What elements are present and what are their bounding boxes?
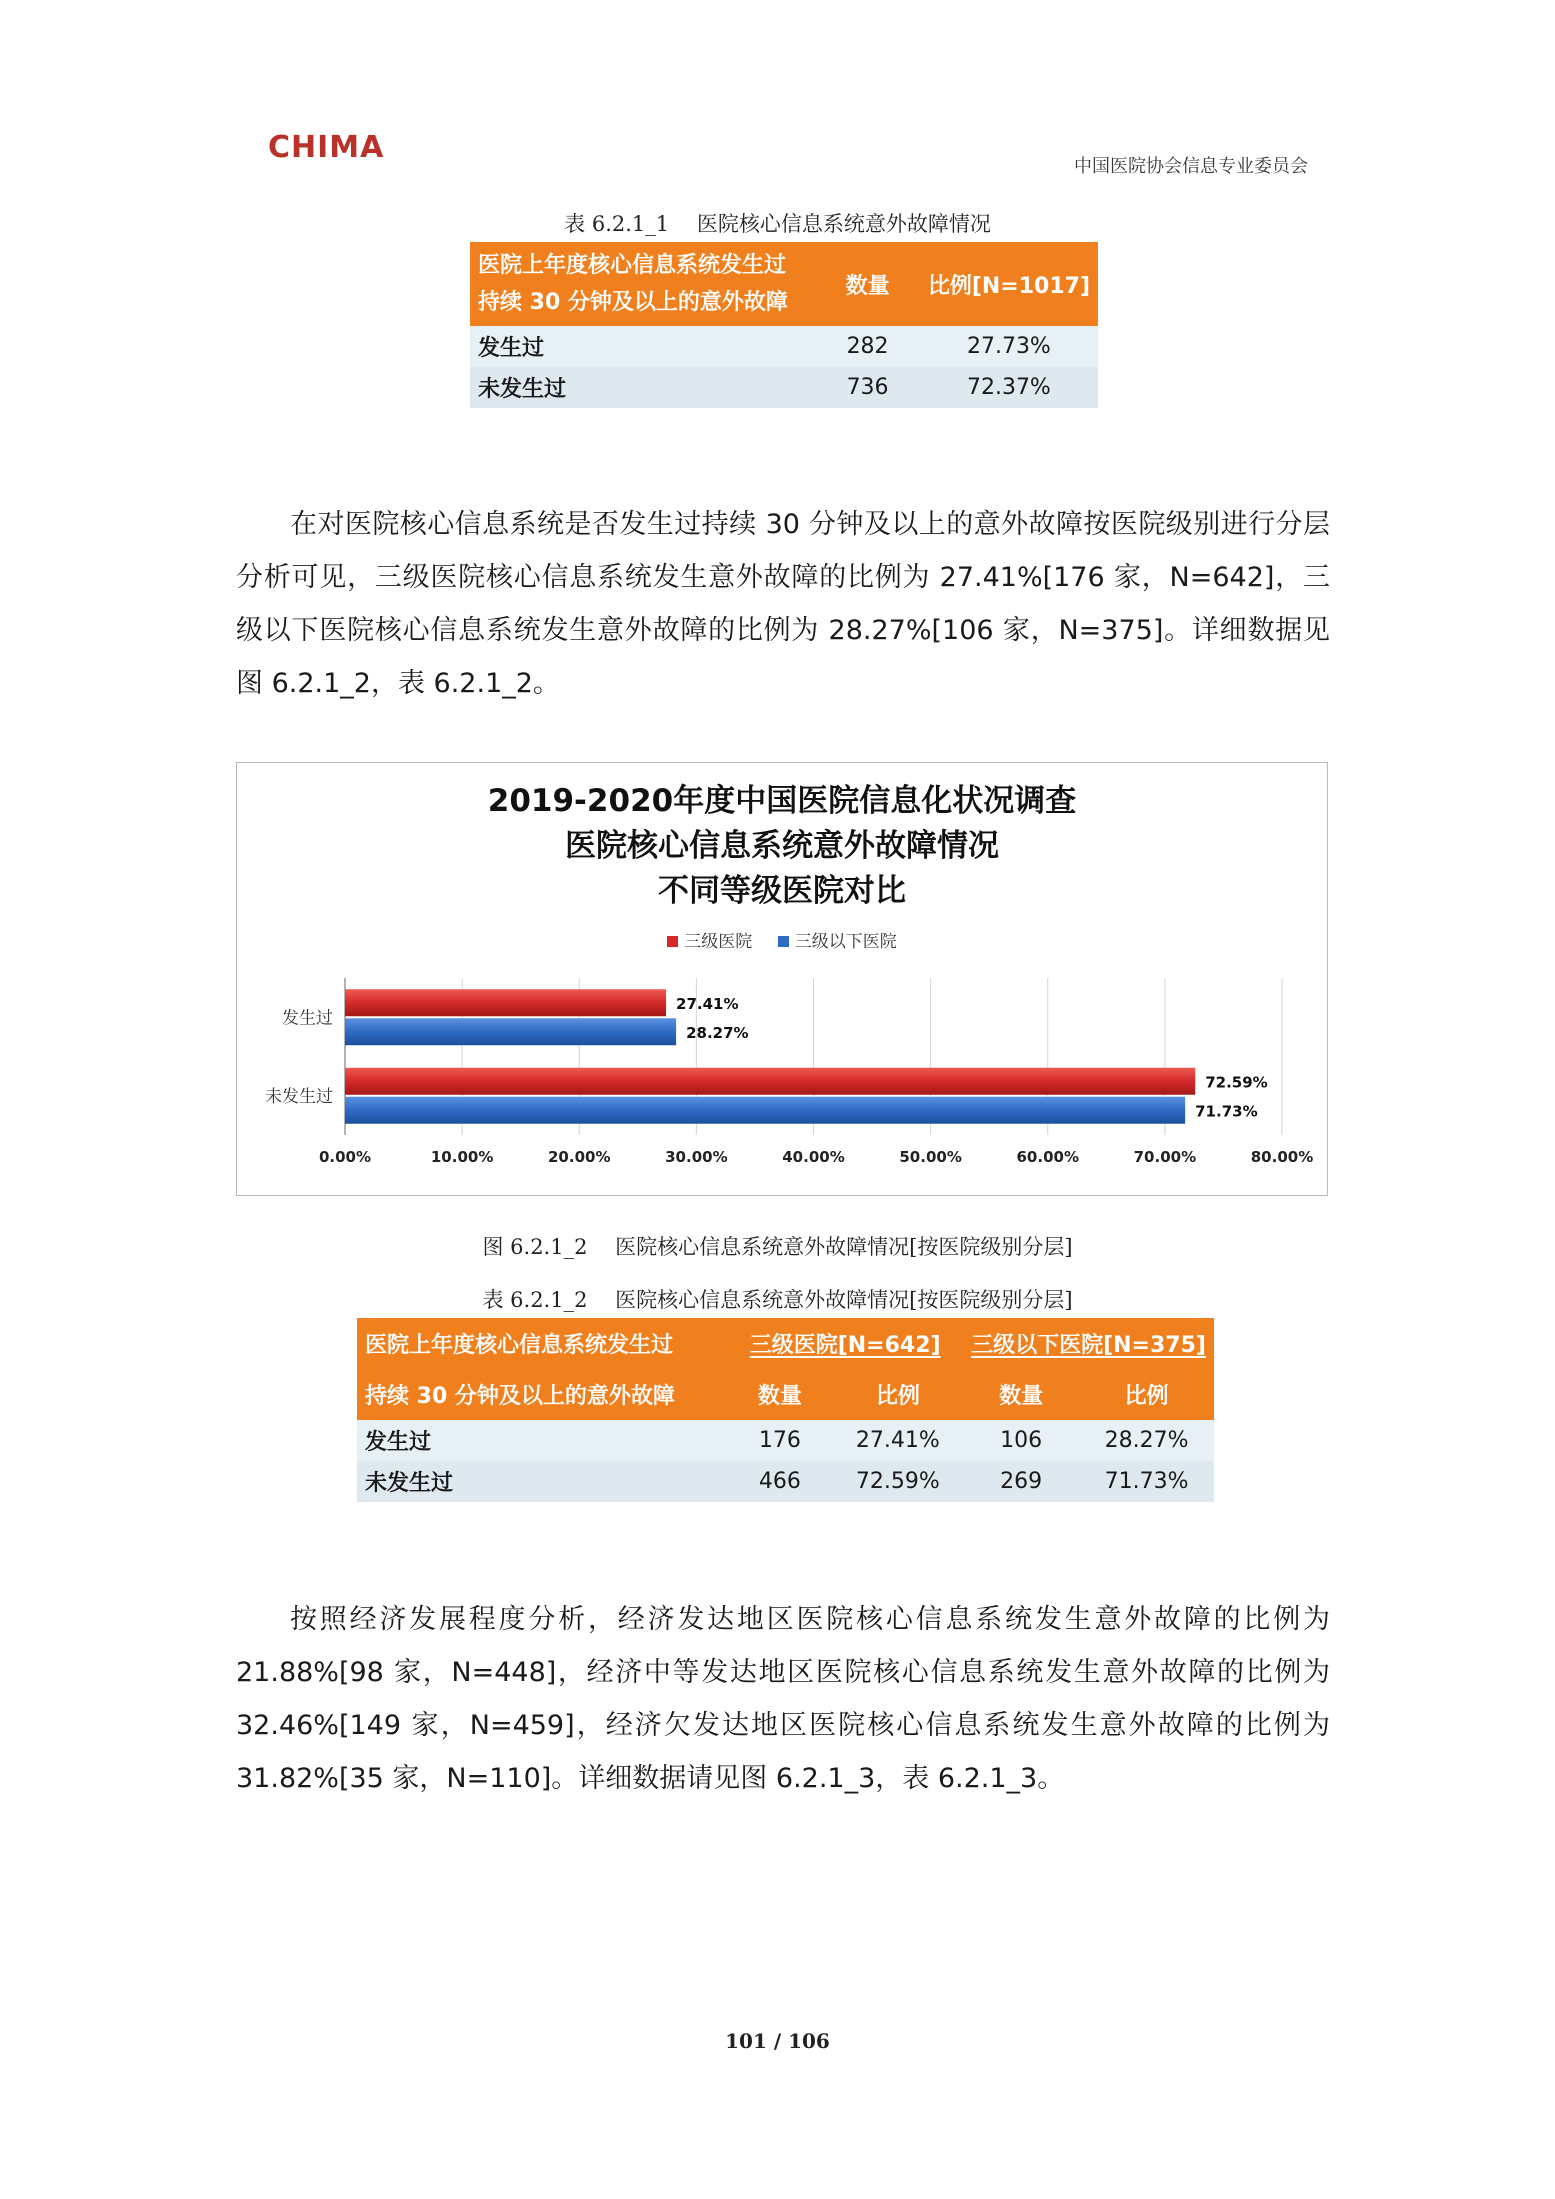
bar bbox=[345, 1018, 676, 1045]
y-category-label: 发生过 bbox=[282, 1008, 333, 1029]
table1-caption: 表 6.2.1_1 医院核心信息系统意外故障情况 bbox=[564, 212, 991, 236]
paragraph-level-analysis: 在对医院核心信息系统是否发生过持续 30 分钟及以上的意外故障按医院级别进行分层分析可见，三级医院核心信息系统发生意外故障的比例为 27.41%[176 家，N=642]，三级以下医院核心信息系统发生意外故障的比例为 28.27%[106 家，N=375]。详细数据见图 6.2.1_2，表 6.2.1_2。 bbox=[236, 509, 1330, 699]
data-label: 28.27% bbox=[686, 1023, 749, 1042]
table-row: 发生过 282 27.73% bbox=[470, 326, 1098, 367]
table2-caption: 表 6.2.1_2 医院核心信息系统意外故障情况[按医院级别分层] bbox=[482, 1288, 1073, 1312]
table2-subheader-ratio: 比例 bbox=[833, 1369, 964, 1420]
paragraph-economic-analysis: 按照经济发展程度分析，经济发达地区医院核心信息系统发生意外故障的比例为 21.88%[98 家，N=448]，经济中等发达地区医院核心信息系统发生意外故障的比例为 32.46%[149 家，N=459]，经济欠发达地区医院核心信息系统发生意外故障的比例为 31.82%[35 家，N=110]。详细数据请见图 6.2.1_3，表 6.2.1_3。 bbox=[236, 1604, 1330, 1794]
legend-item-tertiary: 三级医院 bbox=[667, 932, 752, 952]
table1-header-item: 医院上年度核心信息系统发生过 持续 30 分钟及以上的意外故障 bbox=[470, 242, 815, 326]
table2-header-item-line2: 持续 30 分钟及以上的意外故障 bbox=[357, 1369, 727, 1420]
table2-header-group-tertiary: 三级医院[N=642] bbox=[727, 1318, 963, 1369]
table2-subheader-count: 数量 bbox=[727, 1369, 832, 1420]
x-tick-label: 80.00% bbox=[1250, 1148, 1314, 1166]
bar bbox=[345, 1068, 1195, 1095]
table2-header-group-below-tertiary: 三级以下医院[N=375] bbox=[963, 1318, 1214, 1369]
figure-caption: 图 6.2.1_2 医院核心信息系统意外故障情况[按医院级别分层] bbox=[482, 1235, 1073, 1259]
table-row: 发生过 176 27.41% 106 28.27% bbox=[357, 1420, 1214, 1461]
chart-title: 2019-2020年度中国医院信息化状况调查 医院核心信息系统意外故障情况 不同等级医院对比 bbox=[487, 783, 1077, 909]
table2-subheader-ratio: 比例 bbox=[1079, 1369, 1214, 1420]
x-tick-label: 50.00% bbox=[899, 1148, 962, 1166]
x-tick-label: 20.00% bbox=[548, 1148, 611, 1166]
bar-chart bbox=[236, 762, 1328, 1196]
bar bbox=[345, 1097, 1185, 1124]
data-label: 27.41% bbox=[676, 994, 739, 1013]
x-tick-label: 60.00% bbox=[1016, 1148, 1079, 1166]
x-tick-label: 10.00% bbox=[430, 1148, 494, 1166]
table2-subheader-count: 数量 bbox=[963, 1369, 1079, 1420]
organization-name: 中国医院协会信息专业委员会 bbox=[1074, 156, 1308, 177]
x-tick-label: 40.00% bbox=[782, 1148, 845, 1166]
y-category-label: 未发生过 bbox=[265, 1086, 333, 1107]
page-number: 101 / 106 bbox=[725, 2029, 830, 2053]
x-tick-label: 0.00% bbox=[318, 1148, 372, 1166]
x-tick-label: 30.00% bbox=[665, 1148, 728, 1166]
data-label: 72.59% bbox=[1205, 1073, 1268, 1092]
table2 bbox=[357, 1318, 1214, 1502]
x-tick-label: 70.00% bbox=[1133, 1148, 1197, 1166]
chart-plot bbox=[237, 763, 1327, 1195]
table1-header-count: 数量 bbox=[815, 242, 919, 326]
legend-item-below-tertiary: 三级以下医院 bbox=[778, 932, 897, 952]
table-row: 未发生过 466 72.59% 269 71.73% bbox=[357, 1461, 1214, 1502]
table2-header-item-line1: 医院上年度核心信息系统发生过 bbox=[357, 1318, 727, 1369]
table1 bbox=[470, 242, 1098, 408]
table1-header-ratio: 比例[N=1017] bbox=[920, 242, 1098, 326]
table-row: 未发生过 736 72.37% bbox=[470, 367, 1098, 408]
data-label: 71.73% bbox=[1195, 1102, 1258, 1121]
chima-logo: CHIMA bbox=[268, 130, 385, 165]
bar bbox=[345, 989, 666, 1016]
